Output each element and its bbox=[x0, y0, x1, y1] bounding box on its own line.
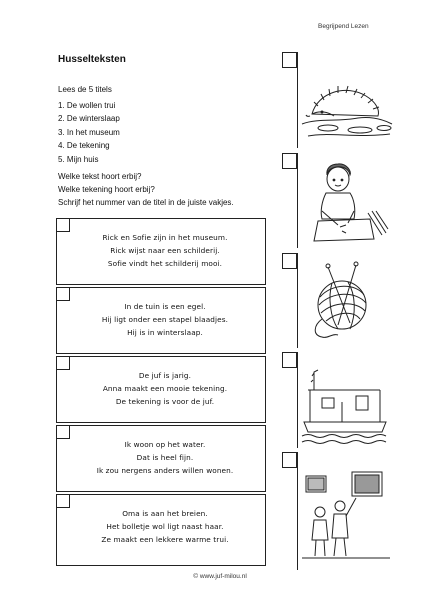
answer-box[interactable] bbox=[282, 352, 297, 368]
title-list bbox=[58, 99, 120, 166]
card-line: Ik woon op het water. bbox=[124, 440, 206, 449]
card-line: Anna maakt een mooie tekening. bbox=[102, 384, 228, 394]
card-line: Ik zou nergens anders willen wonen. bbox=[96, 466, 234, 476]
answer-box[interactable] bbox=[56, 425, 70, 439]
answer-box[interactable] bbox=[56, 218, 70, 232]
title-item: 5. Mijn huis bbox=[58, 154, 99, 164]
text-card-3 bbox=[56, 356, 266, 423]
text-card-1 bbox=[56, 218, 266, 285]
picture-panel-3 bbox=[282, 253, 394, 348]
instructions bbox=[58, 170, 234, 210]
title-item: 2. De winterslaap bbox=[58, 114, 120, 124]
page-header: Begrijpend Lezen bbox=[318, 23, 369, 30]
card-line: Sofie vindt het schilderij mooi. bbox=[107, 259, 223, 269]
text-card-2 bbox=[56, 287, 266, 354]
copyright-footer: © www.juf-milou.nl bbox=[193, 573, 247, 580]
instruction-line: Welke tekening hoort erbij? bbox=[58, 185, 155, 195]
answer-box[interactable] bbox=[282, 452, 297, 468]
yarn-drawing bbox=[298, 253, 394, 348]
answer-box[interactable] bbox=[56, 494, 70, 508]
card-line: Oma is aan het breien. bbox=[122, 509, 208, 518]
card-line: In de tuin is een egel. bbox=[124, 302, 206, 311]
picture-panel-5 bbox=[282, 452, 394, 570]
card-line: De juf is jarig. bbox=[138, 371, 192, 380]
title-item: 4. De tekening bbox=[58, 141, 110, 151]
answer-box[interactable] bbox=[56, 356, 70, 370]
worksheet-title: Husselteksten bbox=[58, 54, 126, 65]
answer-box[interactable] bbox=[56, 287, 70, 301]
picture-panel-2 bbox=[282, 153, 394, 248]
picture-panel-4 bbox=[282, 352, 394, 448]
intro-text: Lees de 5 titels bbox=[58, 85, 112, 94]
houseboat-drawing bbox=[298, 352, 394, 448]
museum-drawing bbox=[298, 452, 394, 570]
instruction-line: Welke tekst hoort erbij? bbox=[58, 172, 142, 181]
instruction-line: Schrijf het nummer van de titel in de juiste vakjes. bbox=[58, 198, 234, 208]
card-line: Hij ligt onder een stapel blaadjes. bbox=[101, 315, 229, 325]
picture-panel-1 bbox=[282, 52, 394, 148]
text-card-4 bbox=[56, 425, 266, 492]
card-line: De tekening is voor de juf. bbox=[115, 397, 215, 407]
text-card-5 bbox=[56, 494, 266, 566]
card-line: Dat is heel fijn. bbox=[136, 453, 194, 463]
card-line: Ze maakt een lekkere warme trui. bbox=[101, 535, 229, 545]
hedgehog-drawing bbox=[298, 52, 394, 148]
card-line: Het bolletje wol ligt naast haar. bbox=[106, 522, 224, 532]
card-line: Rick en Sofie zijn in het museum. bbox=[102, 233, 228, 242]
answer-box[interactable] bbox=[282, 153, 297, 169]
answer-box[interactable] bbox=[282, 253, 297, 269]
answer-box[interactable] bbox=[282, 52, 297, 68]
artist-drawing bbox=[298, 153, 394, 248]
title-item: 3. In het museum bbox=[58, 127, 120, 137]
card-line: Rick wijst naar een schilderij. bbox=[110, 246, 220, 256]
title-item: 1. De wollen trui bbox=[58, 101, 116, 110]
card-line: Hij is in winterslaap. bbox=[127, 328, 203, 338]
